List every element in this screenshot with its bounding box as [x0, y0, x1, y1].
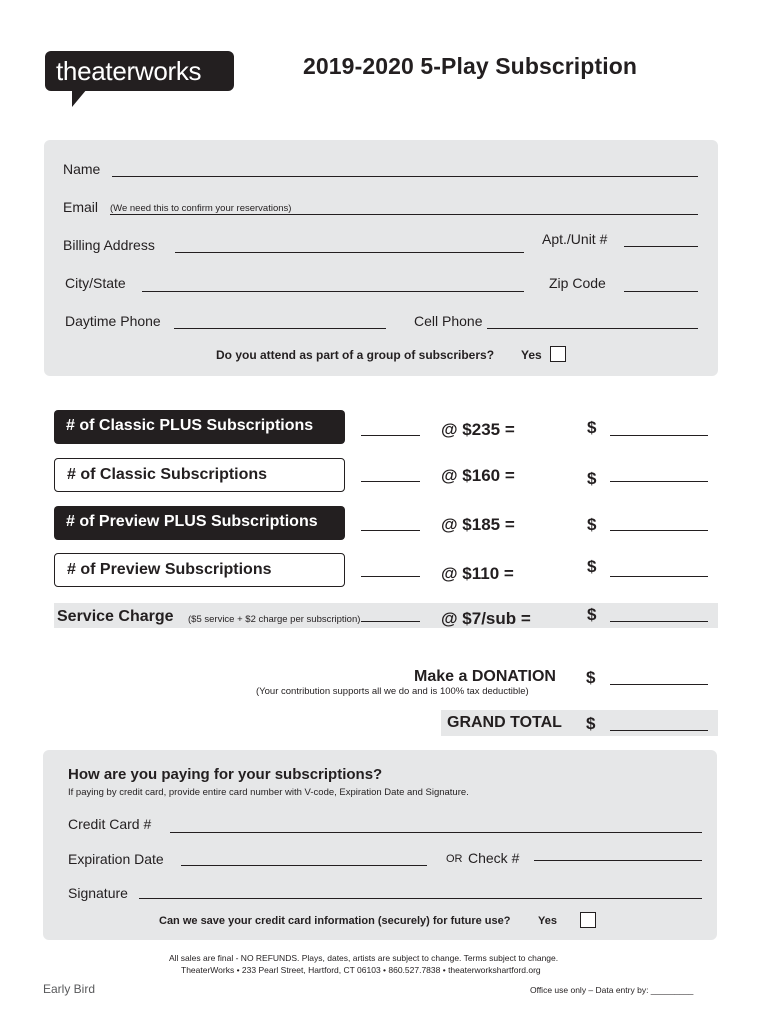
- daytime-phone-field[interactable]: [174, 328, 386, 329]
- signature-field[interactable]: [139, 898, 702, 899]
- apt-unit-field[interactable]: [624, 246, 698, 247]
- email-label: Email: [63, 199, 99, 215]
- email-note: (We need this to confirm your reservations): [110, 203, 292, 214]
- classic-total-field[interactable]: [610, 481, 708, 482]
- email-field[interactable]: [110, 214, 698, 215]
- expiration-field[interactable]: [181, 865, 427, 866]
- donation-note: (Your contribution supports all we do and is 100% tax deductible): [256, 686, 529, 697]
- service-charge-note: ($5 service + $2 charge per subscription): [188, 614, 361, 625]
- group-yes-label: Yes: [521, 348, 542, 362]
- save-card-question: Can we save your credit card information (securely) for future use?: [159, 915, 511, 927]
- service-total-field[interactable]: [610, 621, 708, 622]
- or-label: OR: [446, 853, 463, 865]
- credit-card-label: Credit Card #: [68, 816, 152, 832]
- logo-text: theaterworks: [56, 56, 202, 86]
- grand-total-dollar: $: [586, 714, 596, 733]
- footer-address: TheaterWorks • 233 Pearl Street, Hartford, CT 06103 • 860.527.7838 • theaterworkshartford.org: [181, 965, 541, 975]
- check-label: Check #: [468, 850, 520, 866]
- preview-qty-field[interactable]: [361, 576, 420, 577]
- classic-plus-label: # of Classic PLUS Subscriptions: [54, 410, 345, 444]
- service-qty-field[interactable]: [361, 621, 420, 622]
- classic-dollar: $: [587, 469, 597, 488]
- preview-plus-price: @ $185 =: [441, 515, 515, 534]
- save-card-yes-label: Yes: [538, 915, 557, 927]
- service-price: @ $7/sub =: [441, 609, 531, 628]
- check-field[interactable]: [534, 860, 702, 861]
- preview-plus-total-field[interactable]: [610, 530, 708, 531]
- classic-plus-dollar: $: [587, 418, 597, 437]
- payment-instructions: If paying by credit card, provide entire card number with V-code, Expiration Date and Signature.: [68, 787, 469, 798]
- payment-heading: How are you paying for your subscriptions?: [68, 766, 383, 783]
- save-card-yes-checkbox[interactable]: [580, 912, 596, 928]
- name-label: Name: [63, 161, 101, 177]
- zip-code-field[interactable]: [624, 291, 698, 292]
- classic-qty-field[interactable]: [361, 481, 420, 482]
- classic-label: # of Classic Subscriptions: [54, 458, 345, 492]
- preview-price: @ $110 =: [441, 564, 514, 583]
- cell-phone-field[interactable]: [487, 328, 698, 329]
- zip-code-label: Zip Code: [549, 275, 606, 291]
- office-use-note: Office use only – Data entry by: _________: [530, 985, 694, 995]
- preview-plus-qty-field[interactable]: [361, 530, 420, 531]
- grand-total-label: GRAND TOTAL: [447, 714, 562, 731]
- classic-plus-total-field[interactable]: [610, 435, 708, 436]
- logo-speech-tail: [72, 89, 87, 107]
- city-state-label: City/State: [65, 275, 126, 291]
- apt-unit-label: Apt./Unit #: [542, 231, 608, 247]
- theaterworks-logo: [45, 51, 234, 91]
- preview-dollar: $: [587, 557, 597, 576]
- expiration-label: Expiration Date: [68, 851, 164, 867]
- credit-card-field[interactable]: [170, 832, 702, 833]
- classic-plus-price: @ $235 =: [441, 420, 515, 439]
- group-yes-checkbox[interactable]: [550, 346, 566, 362]
- donation-field[interactable]: [610, 684, 708, 685]
- service-dollar: $: [587, 605, 597, 624]
- page-title: 2019-2020 5-Play Subscription: [303, 53, 637, 79]
- footer-terms: All sales are final - NO REFUNDS. Plays, dates, artists are subject to change. Terms subject to change.: [169, 953, 559, 963]
- donation-dollar: $: [586, 668, 596, 687]
- billing-address-field[interactable]: [175, 252, 524, 253]
- daytime-phone-label: Daytime Phone: [65, 313, 161, 329]
- cell-phone-label: Cell Phone: [414, 313, 483, 329]
- classic-plus-qty-field[interactable]: [361, 435, 420, 436]
- preview-total-field[interactable]: [610, 576, 708, 577]
- preview-plus-label: # of Preview PLUS Subscriptions: [54, 506, 345, 540]
- service-charge-label: Service Charge: [57, 608, 174, 625]
- early-bird-label: Early Bird: [43, 982, 96, 996]
- signature-label: Signature: [68, 885, 128, 901]
- group-question: Do you attend as part of a group of subscribers?: [216, 348, 495, 362]
- name-field[interactable]: [112, 176, 698, 177]
- donation-label: Make a DONATION: [414, 668, 556, 685]
- preview-label: # of Preview Subscriptions: [54, 553, 345, 587]
- city-state-field[interactable]: [142, 291, 524, 292]
- billing-address-label: Billing Address: [63, 237, 155, 253]
- grand-total-field[interactable]: [610, 730, 708, 731]
- classic-price: @ $160 =: [441, 466, 515, 485]
- preview-plus-dollar: $: [587, 515, 597, 534]
